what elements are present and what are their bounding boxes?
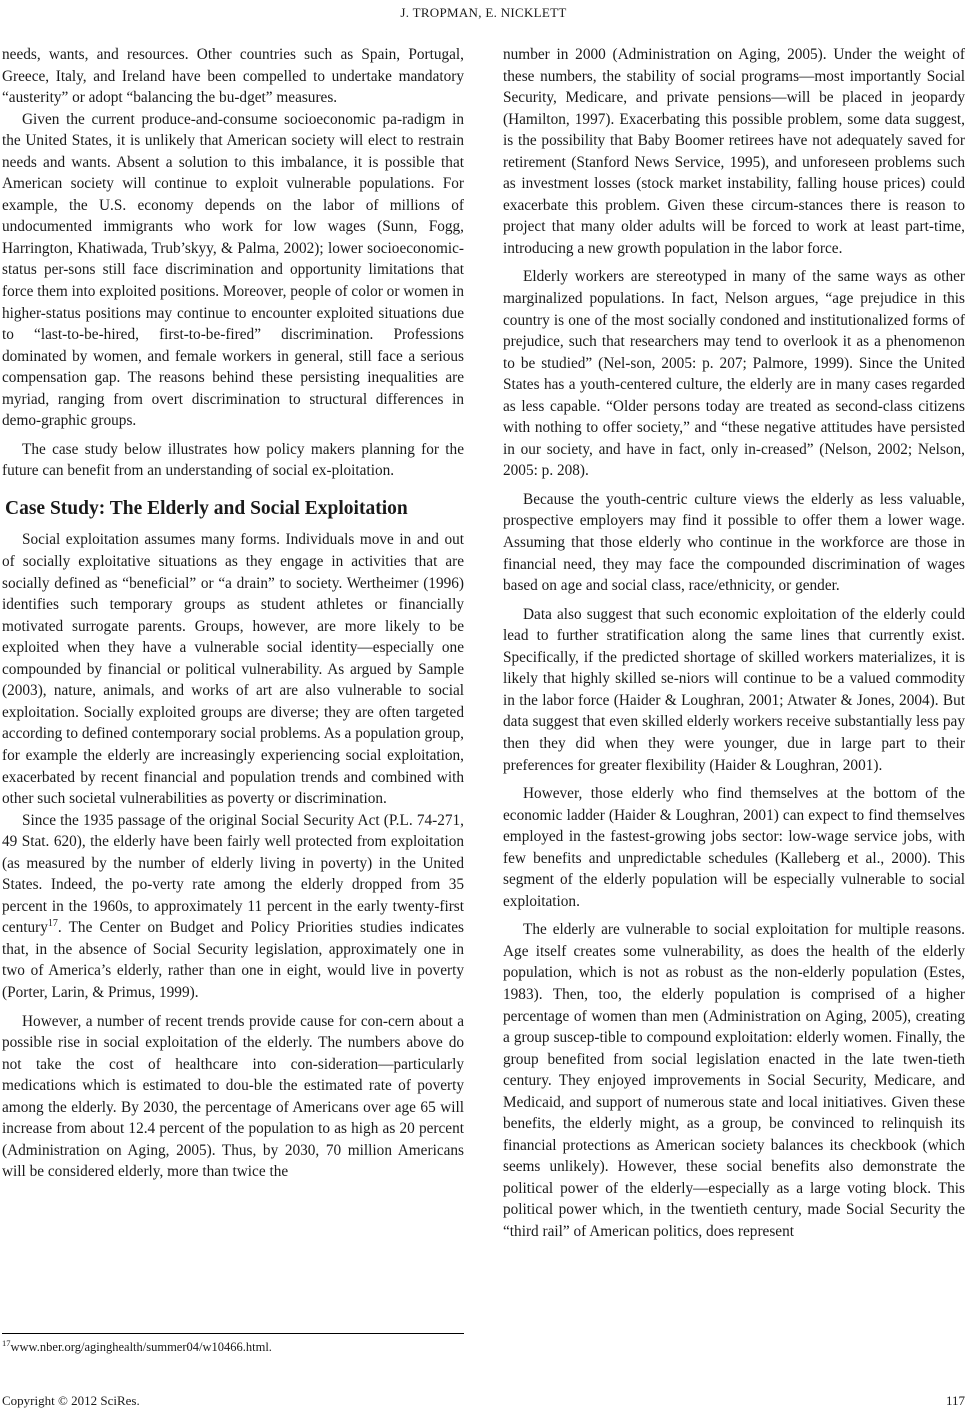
paragraph: Because the youth-centric culture views the elderly as less valuable, prospective employers may find it possible to offer them a lower wage. Assuming that those elderly who continue in the workforce are those in financial need, they may face the compounded discrimination of wages based on age and social class, race/ethnicity, or gender. — [503, 490, 965, 595]
paragraph-text: . The Center on Budget and Policy Priorities studies indicates that, in the absence of Social Security legislation, approximately one in two of America’s elderly, rather than one in eight, would live in poverty (Porter, Larin, & Primus, 1999). — [2, 919, 464, 1001]
page-number: 117 — [945, 1393, 965, 1408]
section-heading: Case Study: The Elderly and Social Exploitation — [5, 497, 408, 519]
paragraph: Data also suggest that such economic exploitation of the elderly could lead to further stratification along the same lines that currently exist. Specifically, if the predicted shortage of skilled workers materializes, it is likely that highly skilled se-niors will continue to be a valued commodity in the labor force (Haider & Loughran, 2001; Atwater & Jones, 2004). But data suggest that even skilled elderly workers receive substantially less pay then they did when they were younger, due in large part to their preferences for greater flexibility (Haider & Loughran, 2001). — [503, 605, 965, 774]
footnote-number: 17 — [2, 1337, 11, 1348]
paragraph: However, a number of recent trends provide cause for con-cern about a possible rise in social exploitation of the elderly. The numbers above do not take the cost of healthcare into con-sideration—particularly medications which is estimated to dou-ble the estimated rate of poverty among the elderly. By 2030, the percentage of Americans over age 65 will increase from about 12.4 percent of the population to as high as 20 percent (Administration on Aging, 2005). Thus, by 2030, 70 million Americans will be considered elderly, more than twice the — [2, 1012, 464, 1181]
paragraph — [2, 810, 464, 1004]
paragraph: needs, wants, and resources. Other countries such as Spain, Portugal, Greece, Italy, and Ireland have been compelled to undertake mandatory “austerity” or adopt “balancing the bu-dget” measures. — [2, 46, 464, 107]
paragraph-text: Since the 1935 passage of the original Social Security Act (P.L. 74-271, 49 Stat. 620), the elderly have been fairly well protected from exploitation (as measured by the number of elderly living in poverty) in the United States. Indeed, the po-verty rate among the elderly dropped from 35 percent in the 1960s, to approximately 11 percent in the early twenty-first century — [2, 811, 464, 937]
paragraph: Given the current produce-and-consume socioeconomic pa-radigm in the United States, it is unlikely that American society will elect to restrain needs and wants. Absent a solution to this imbalance, it is possible that American society will continue to exploit vulnerable populations. For example, the U.S. economy depends on the labor of millions of undocumented immigrants who work for low wages (Sunn, Fogg, Harrington, Khatiwada, Trub’skyy, & Palma, 2002); lower socioeconomic-status per-sons still face discrimination and opportunity limitations that force them into exploited positions. Moreover, people of color or women in higher-status positions may continue to encounter exploited situations due to “last-to-be-hired, first-to-be-fired” discrimination. Professions dominated by women, and female workers in general, still face a serious compensation gap. The reasons behind these persisting inequalities are myriad, ranging from overt discrimination to structural differences in demo-graphic groups. — [2, 110, 465, 430]
paragraph: number in 2000 (Administration on Aging, 2005). Under the weight of these numbers, the stability of social programs—most importantly Social Security, Medicare, and private pensions—will be placed in jeopardy (Hamilton, 1997). Exacerbating this possible problem, some data suggest, is the possibility that Baby Boomer retirees have not adequately saved for retirement (Stanford News Service, 1995), and unforeseen problems such as investment losses (stock market instability, falling house prices) could exacerbate this problem. Given these circum-stances there is reason to project that many older adults will be forced to work at least part-time, introducing a new growth population in the labor force. — [503, 46, 965, 257]
paragraph: The case study below illustrates how policy makers planning for the future can benefit from an understanding of social ex-ploitation. — [2, 440, 464, 480]
copyright-notice: Copyright © 2012 SciRes. — [2, 1393, 140, 1408]
paragraph: Elderly workers are stereotyped in many of the same ways as other marginalized populations. In fact, Nelson argues, “age prejudice in this country is one of the most socially condoned and institutionalized forms of prejudice, such that researchers may tend to overlook it as a phenomenon to be studied” (Nel-son, 2005: p. 207; Palmore, 1999). Since the United States has a youth-centered culture, the elderly are in many cases regarded as less capable. “Older persons today are treated as second-class citizens with nothing to offer society,” and “these negative attitudes have persisted in our society, and have in fact, only in-creased” (Nelson, 2002; Nelson, 2005: p. 208). — [503, 268, 965, 480]
footnote-url: www.nber.org/aginghealth/summer04/w10466.html. — [10, 1340, 272, 1354]
footnote — [2, 1337, 272, 1355]
paragraph: The elderly are vulnerable to social exploitation for multiple reasons. Age itself creates some vulnerability, as does the health of the elderly population, which is not as robust as the non-elderly population (Estes, 1983). Then, too, the elderly population is comprised of a higher percentage of women than men (Administration on Aging, 2005), creating a group suscep-tible to compound exploitation: elderly women. Finally, the group benefited from social legislation enacted in the late twen-tieth century. They enjoyed improvements in Social Security, Medicare, and Medicaid, and support of numerous state and local initiatives. Given these benefits, the elderly might, as a group, be convinced to relinquish its financial protections as American society balances its checkbook (which seems unlikely). However, these social benefits also demonstrate the political power of the elderly—especially as a large voting block. This political power which, in the twentieth century, made Social Security the “third rail” of American politics, does represent — [503, 921, 965, 1240]
footnote-marker: 17 — [47, 918, 58, 930]
footnote-divider — [2, 1333, 464, 1334]
left-column — [2, 44, 464, 1183]
right-column — [503, 44, 965, 1243]
paragraph: Social exploitation assumes many forms. Individuals move in and out of socially exploitative situations as they engage in activities that are socially defined as “beneficial” or “a drain” to society. Wertheimer (1996) identifies such temporary groups as student athletes or financially motivated surrogate parents. Groups, however, are more likely to be exploited when they have a vulnerable social identity—especially one compounded by financial or political vulnerability. As argued by Sample (2003), nature, animals, and works of art are also vulnerable to social exploitation. Socially exploited groups are diverse; they are often targeted according to defined contemporary social problems. As a population group, for example the elderly are increasingly experiencing social exploitation, exacerbated by recent financial and population trends and combined with other such societal vulnerabilities as poverty or discrimination. — [2, 531, 464, 808]
paragraph: However, those elderly who find themselves at the bottom of the economic ladder (Haider & Loughran, 2001) can expect to find themselves employed in the fastest-growing jobs sector: low-wage service jobs, with few benefits and unpredictable schedules (Kalleberg et al., 2000). This segment of the elderly population will be especially vulnerable to social exploitation. — [503, 785, 965, 910]
running-head: J. TROPMAN, E. NICKLETT — [400, 5, 567, 20]
